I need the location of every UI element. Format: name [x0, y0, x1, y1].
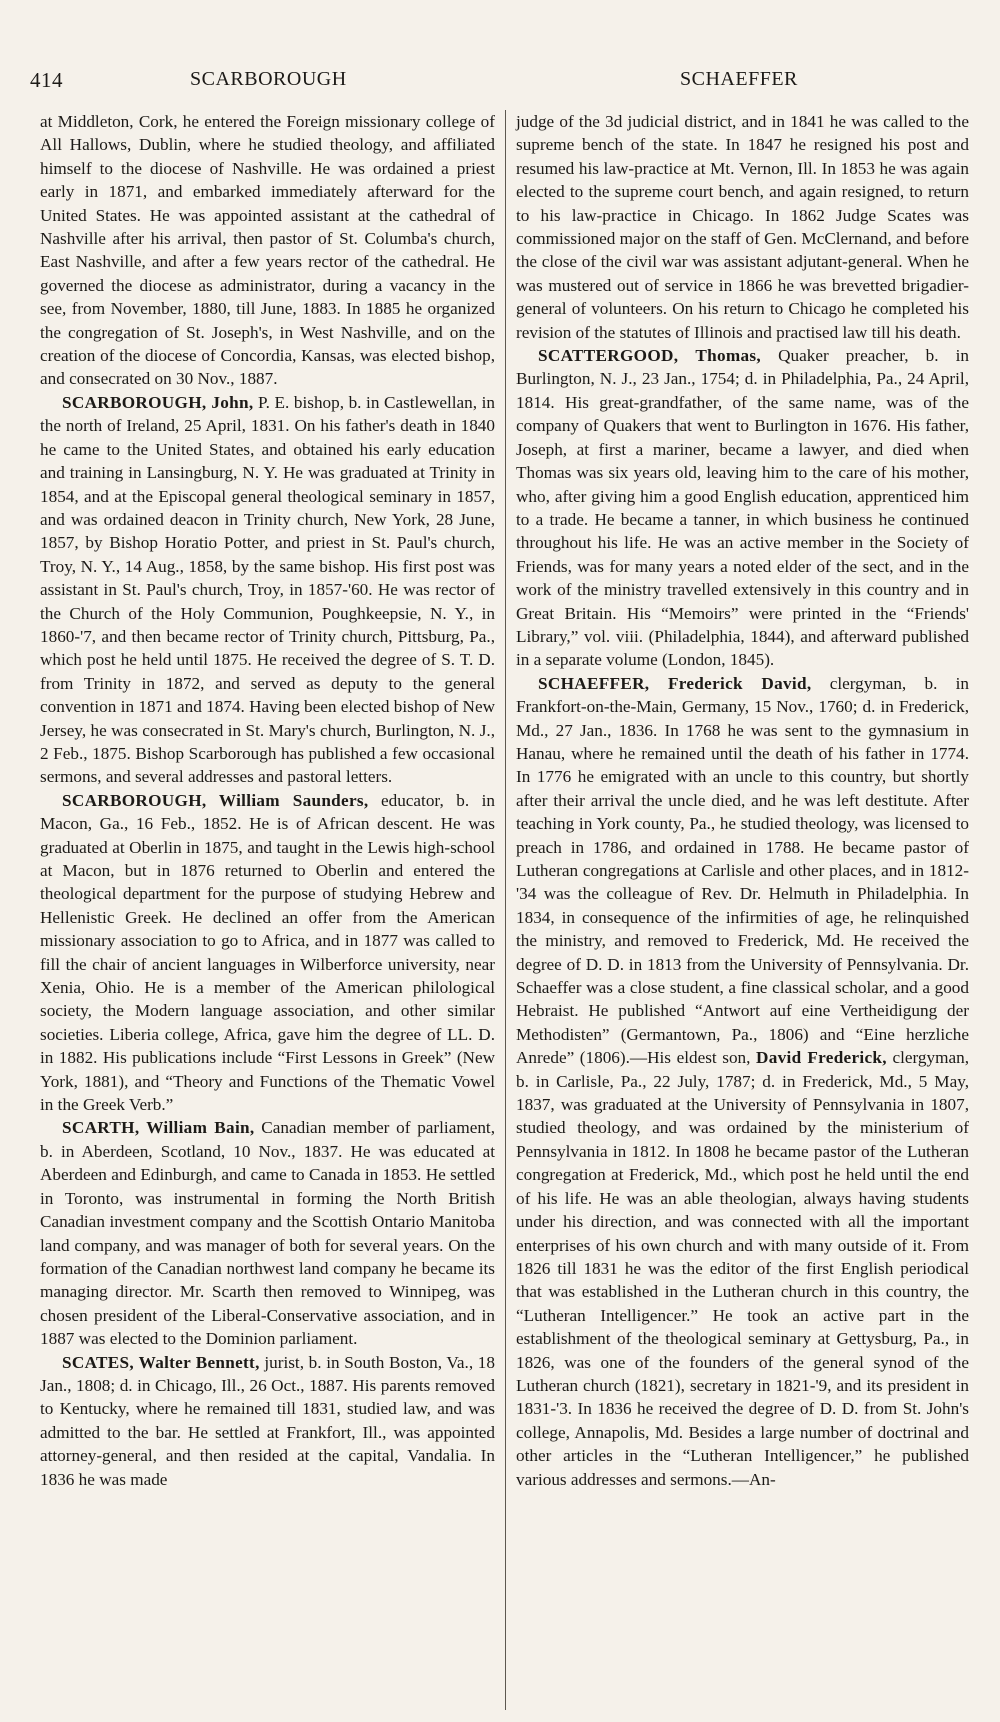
right-column — [516, 110, 969, 1491]
entry-scates-walter — [40, 1351, 495, 1491]
entry-headword: SCARTH, William Bain, — [62, 1118, 255, 1138]
continued-entry: at Middleton, Cork, he entered the Foreign missionary college of All Hallows, Dublin, where he studied theology, and affiliated himself to the diocese of Nashville. He was ordained a priest early in 1871, and embarked immediately afterward for the United States. He was appointed assistant at the cathedral of Nashville after his arrival, then pastor of St. Columba's church, East Nashville, and after a few years rector of the cathedral. He governed the diocese as administrator, during a vacancy in the see, from November, 1880, till June, 1883. In 1885 he organized the congregation of St. Joseph's, in West Nashville, and on the creation of the diocese of Concordia, Kansas, was elected bishop, and consecrated on 30 Nov., 1887. — [40, 112, 495, 389]
entry-headword: SCARBOROUGH, John, — [62, 392, 254, 412]
entry-body: educator, b. in Macon, Ga., 16 Feb., 1852. He is of African descent. He was graduated at Oberlin in 1875, and taught in the Lewis high-school at Macon, but in 1876 returned to Oberlin and entered the theological department for the purpose of studying Hebrew and Hellenistic Greek. He declined an offer from the American missionary association to go to Africa, and in 1877 was called to fill the chair of ancient languages in Wilberforce university, near Xenia, Ohio. He is a member of the American philological society, the Modern language association, and other similar societies. Liberia college, Africa, gave him the degree of LL. D. in 1882. His publications include “First Lessons in Greek” (New York, 1881), and “Theory and Functions of the Thematic Vowel in the Greek Verb.” — [40, 790, 495, 1115]
entry-body: Quaker preacher, b. in Burlington, N. J., 23 Jan., 1754; d. in Philadelphia, Pa., 24 April, 1814. His great-grandfather, of the same name, was of the company of Quakers that went to Burlington in 1676. His father, Joseph, at first a mariner, became a lawyer, and died when Thomas was six years old, leaving him to the care of his mother, who, after giving him a good English education, apprenticed him to a trade. He became a tanner, in which business he continued throughout his life. He was an active member in the Society of Friends, was for many years a noted elder of the sect, and in the work of the ministry travelled extensively in this country and in Great Britain. His “Memoirs” were printed in the “Friends' Library,” vol. viii. (Philadelphia, 1844), and afterward published in a separate volume (London, 1845). — [516, 346, 969, 670]
column-rule — [505, 110, 506, 1710]
right-guide-word: SCHAEFFER — [680, 68, 798, 90]
entry-body: Canadian member of parliament, b. in Aberdeen, Scotland, 10 Nov., 1837. He was educated at Aberdeen and Edinburgh, and came to Canada in 1853. He settled in Toronto, was instrumental in forming the North British Canadian investment company and the Scottish Ontario Manitoba land company, and was manager of both for several years. On the formation of the Canadian northwest land company he became its managing director. Mr. Scarth then removed to Winnipeg, was chosen president of the Liberal-Conservative association, and in 1887 was elected to the Dominion parliament. — [40, 1118, 495, 1349]
entry-body: P. E. bishop, b. in Castlewellan, in the north of Ireland, 25 April, 1831. On his father's death in 1840 he came to the United States, and obtained his early education and training in Lansingburg, N. Y. He was graduated at Trinity in 1854, and at the Episcopal general theological seminary in 1857, and was ordained deacon in Trinity church, New York, 28 June, 1857, by Bishop Horatio Potter, and priest in St. Paul's church, Troy, N. Y., 14 Aug., 1858, by the same bishop. His first post was assistant in St. Paul's church, Troy, in 1857-'60. He was rector of the Church of the Holy Communion, Poughkeepsie, N. Y., in 1860-'7, and then became rector of Trinity church, Pittsburg, Pa., which post he held until 1875. He received the degree of S. T. D. from Trinity in 1872, and served as deputy to the general convention in 1871 and 1874. Having been elected bishop of New Jersey, he was consecrated in St. Mary's church, Burlington, N. J., 2 Feb., 1875. Bishop Scarborough has published a few occasional sermons, and several addresses and pastoral letters. — [40, 392, 495, 787]
entry-scarborough-william — [40, 789, 495, 1117]
page-number: 414 — [30, 68, 63, 92]
sub-entry-body: clergyman, b. in Carlisle, Pa., 22 July, 1787; d. in Frederick, Md., 5 May, 1837, was graduated at the University of Pennsylvania in 1807, studied theology, and was ordained by the ministerium of Pennsylvania in 1812. In 1808 he became pastor of the Lutheran congregation at Frederick, Md., which post he held until the end of his life. He was an able theologian, always having students under his direction, and was connected with all the important enterprises of his own church and with many outside of it. From 1826 till 1831 he was the editor of the first English periodical that was established in the Lutheran church in this country, the “Lutheran Intelligencer.” He took an active part in the establishment of the theological seminary at Gettysburg, Pa., in 1826, was one of the founders of the general synod of the Lutheran church (1821), secretary in 1821-'9, and its president in 1831-'3. In 1836 he received the degree of D. D. from St. John's college, Annapolis, Md. Besides a large number of doctrinal and other articles in the “Lutheran Intelligencer,” he published various addresses and sermons.—An- — [516, 1048, 970, 1489]
left-guide-word: SCARBOROUGH — [190, 68, 347, 90]
entry-scarborough-john — [40, 391, 495, 789]
entry-headword: SCATES, Walter Bennett, — [62, 1352, 260, 1372]
entry-schaeffer-frederick — [516, 672, 969, 1491]
entry-body: clergyman, b. in Frankfort-on-the-Main, Germany, 15 Nov., 1760; d. in Frederick, Md., 27 Jan., 1836. In 1768 he was sent to the gymnasium in Hanau, where he remained until the death of his father in 1774. In 1776 he emigrated with an uncle to this country, but shortly after their arrival the uncle died, and he was left destitute. After teaching in York county, Pa., he studied theology, was licensed to preach in 1786, and ordained in 1788. He became pastor of Lutheran congregations at Carlisle and other places, and in 1812-'34 was the colleague of Rev. Dr. Helmuth in Philadelphia. In 1834, in consequence of the infirmities of age, he relinquished the ministry, and removed to Frederick, Md. He received the degree of D. D. in 1813 from the University of Pennsylvania. Dr. Schaeffer was a close student, a fine classical scholar, and a good Hebraist. He published “Antwort auf eine Vertheidigung der Methodisten” (Germantown, Pa., 1806) and “Eine herzliche Anrede” (1806).—His eldest son, — [516, 673, 969, 1068]
sub-entry-headword: David Frederick, — [756, 1048, 887, 1068]
entry-headword: SCATTERGOOD, Thomas, — [538, 346, 762, 366]
entry-headword: SCHAEFFER, Frederick David, — [538, 673, 812, 693]
running-header — [30, 68, 970, 98]
entry-headword: SCARBOROUGH, William Saunders, — [62, 790, 369, 810]
entry-scattergood-thomas — [516, 344, 969, 672]
entry-scarth-william — [40, 1116, 495, 1350]
entry-body: jurist, b. in South Boston, Va., 18 Jan., 1808; d. in Chicago, Ill., 26 Oct., 1887. His parents removed to Kentucky, where he remained till 1831, studied law, and was admitted to the bar. He settled at Frankfort, Ill., was appointed attorney-general, and then resided at the capital, Vandalia. In 1836 he was made — [40, 1352, 495, 1489]
continued-entry: judge of the 3d judicial district, and in 1841 he was called to the supreme bench of the state. In 1847 he resigned his post and resumed his law-practice at Mt. Vernon, Ill. In 1853 he was again elected to the supreme court bench, and again resigned, to return to his law-practice in Chicago. In 1862 Judge Scates was commissioned major on the staff of Gen. McClernand, and before the close of the civil war was assistant adjutant-general. When he was mustered out of service in 1866 he was brevetted brigadier-general of volunteers. On his return to Chicago he completed his revision of the statutes of Illinois and practised law till his death. — [516, 112, 969, 342]
left-column — [40, 110, 495, 1491]
